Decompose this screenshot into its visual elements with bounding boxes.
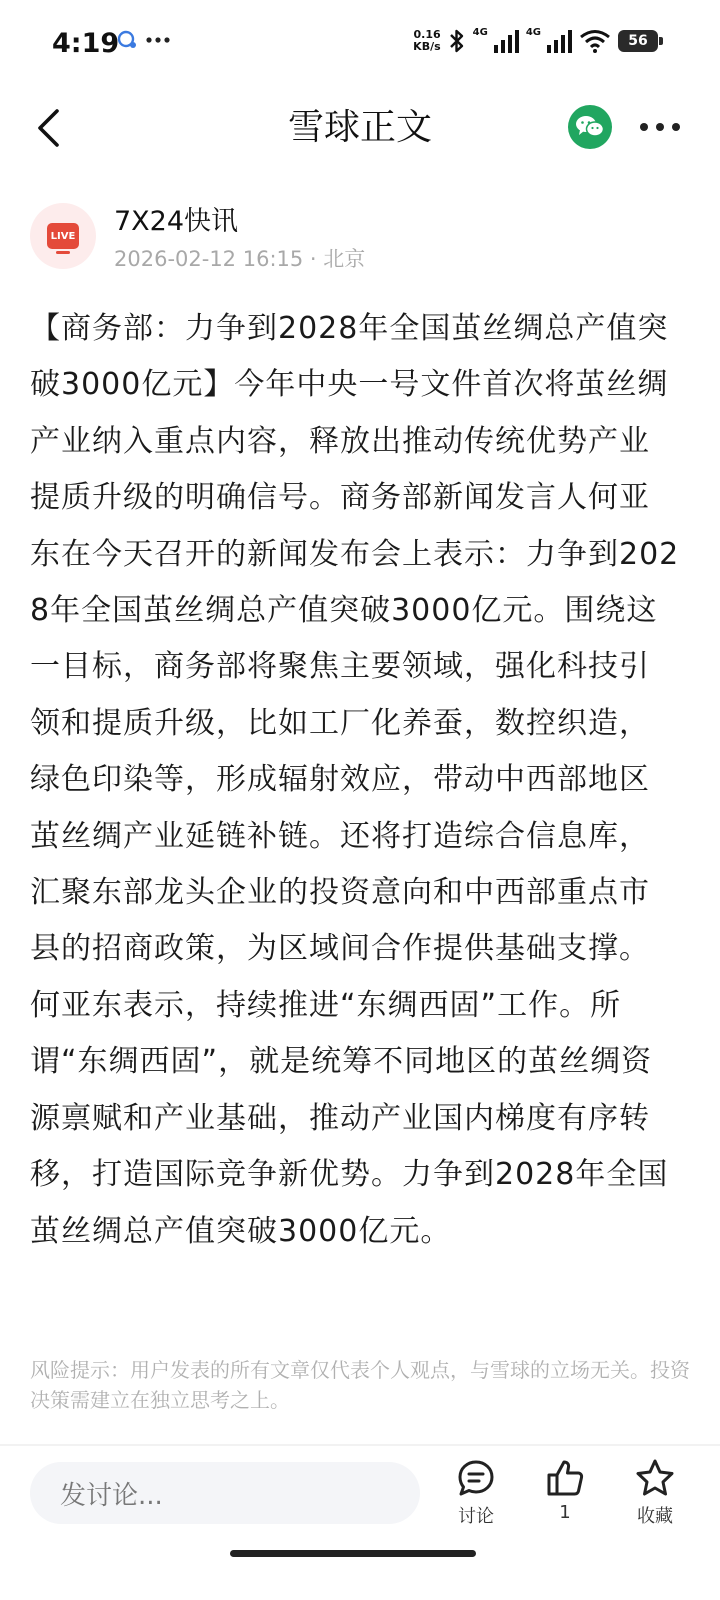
- favorite-label: 收藏: [637, 1506, 673, 1527]
- network-speed: [413, 29, 440, 53]
- network-speed-unit: KB/s: [413, 40, 441, 53]
- wechat-icon: [575, 114, 605, 140]
- comment-bubble-icon: [456, 1458, 496, 1498]
- signal1-label: 4G: [472, 26, 488, 38]
- home-indicator[interactable]: [230, 1550, 476, 1557]
- risk-disclaimer: 风险提示：用户发表的所有文章仅代表个人观点，与雪球的立场无关。投资决策需建立在独立思考之上。: [30, 1358, 690, 1412]
- author-header: [30, 203, 690, 273]
- signal2-label: 4G: [525, 26, 541, 38]
- favorite-button[interactable]: [620, 1458, 690, 1528]
- comment-placeholder: 发讨论...: [60, 1480, 163, 1511]
- discuss-label: 讨论: [458, 1506, 494, 1527]
- signal2-icon: [546, 29, 572, 53]
- wifi-icon: [579, 29, 611, 53]
- like-count: 1: [559, 1502, 571, 1523]
- battery-indicator: [618, 30, 658, 52]
- comment-input[interactable]: [30, 1462, 420, 1524]
- page-title: 雪球正文: [287, 107, 432, 148]
- status-time: 4:19: [52, 28, 120, 59]
- more-dot: [672, 123, 680, 131]
- bluetooth-icon: [448, 28, 466, 54]
- signal1-icon: [493, 29, 519, 53]
- network-speed-value: 0.16: [413, 28, 441, 41]
- avatar[interactable]: [30, 203, 96, 269]
- nav-bar: [0, 90, 720, 166]
- author-name[interactable]: 7X24快讯: [114, 206, 239, 237]
- star-icon: [635, 1458, 675, 1498]
- status-left-icons: [116, 30, 170, 50]
- post-meta: 2026-02-12 16:15 · 北京: [114, 247, 366, 271]
- live-badge-text: LIVE: [50, 230, 76, 242]
- discuss-button[interactable]: [441, 1458, 511, 1528]
- more-dot: [656, 123, 664, 131]
- cloud-sync-icon: [116, 30, 138, 50]
- battery-level: 56: [628, 33, 648, 49]
- article-body: 【商务部：力争到2028年全国茧丝绸总产值突破3000亿元】今年中央一号文件首次将茧丝绸产业纳入重点内容，释放出推动传统优势产业提质升级的明确信号。商务部新闻发言人何亚东在今天召开的新闻发布会上表示：力争到2028年全国茧丝绸总产值突破3000亿元。围绕这一目标，商务部将聚焦主要领域，强化科技引领和提质升级，比如工厂化养蚕，数控织造，绿色印染等，形成辐射效应，带动中西部地区茧丝绸产业延链补链。还将打造综合信息库，汇聚东部龙头企业的投资意向和中西部重点市县的招商政策，为区域间合作提供基础支撑。何亚东表示，持续推进“东绸西固”工作。所谓“东绸西固”，就是统筹不同地区的茧丝绸资源禀赋和产业基础，推动产业国内梯度有序转移，打造国际竞争新优势。力争到2028年全国茧丝绸总产值突破3000亿元。: [30, 311, 680, 1249]
- live-tv-icon: [47, 223, 79, 249]
- more-dot: [640, 123, 648, 131]
- like-button[interactable]: [530, 1458, 600, 1528]
- more-dots-icon: [146, 36, 170, 44]
- status-right: [413, 28, 658, 54]
- status-bar: [0, 0, 720, 90]
- bottom-divider: [0, 1444, 720, 1446]
- thumbs-up-icon: [545, 1458, 585, 1498]
- wechat-share-button[interactable]: [568, 105, 612, 149]
- more-options-button[interactable]: [640, 114, 680, 140]
